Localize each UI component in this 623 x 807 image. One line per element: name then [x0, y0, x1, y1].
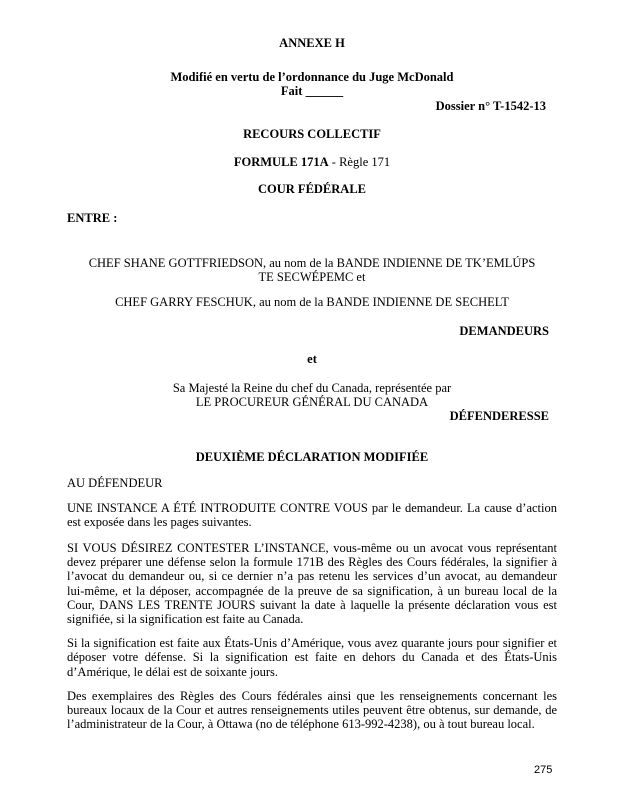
between-label: ENTRE :: [67, 211, 118, 226]
form-number: FORMULE 171A: [233, 155, 329, 170]
proceeding-type-heading: RECOURS COLLECTIF: [243, 126, 381, 141]
form-heading: [67, 155, 557, 169]
plaintiff-2-name: CHEF GARRY FESCHUK, au nom de la BANDE INDIENNE DE SECHELT: [115, 295, 509, 310]
notice-paragraph-3: Si la signification est faite aux États-Unis d’Amérique, vous avez quarante jours pour signifier et déposer votre défense. Si la signification est faite en dehors du Canada et des États-Unis d’Amérique, le délai est de soixante jours.: [67, 636, 557, 679]
notice-paragraph-4: Des exemplaires des Règles des Cours fédérales ainsi que les renseignements concernant les bureaux locaux de la Cour et autres renseignements utiles peuvent être obtenus, sur demande, de l’administrateur de la Cour, à Ottawa (no de téléphone 613-992-4238), ou à tout bureau local.: [67, 688, 557, 732]
docket-number: Dossier n° T-1542-13: [435, 98, 546, 113]
amendment-order-line: Modifié en vertu de l’ordonnance du Juge McDonald: [170, 70, 454, 85]
amendment-date-line: Fait ______: [280, 84, 344, 99]
annex-heading: ANNEXE H: [279, 36, 345, 50]
document-title: DEUXIÈME DÉCLARATION MODIFIÉE: [195, 450, 429, 465]
page-number: 275: [534, 764, 553, 776]
document-content: [67, 0, 557, 732]
plaintiff-1-name: [67, 256, 557, 284]
plaintiff-1-line-1: CHEF SHANE GOTTFRIEDSON, au nom de la BANDE INDIENNE DE TK’EMLÚPS: [88, 255, 536, 270]
defendant-name: [67, 381, 557, 409]
court-name-heading: COUR FÉDÉRALE: [258, 182, 366, 197]
plaintiffs-role-label: DEMANDEURS: [459, 324, 549, 339]
notice-paragraph-1: UNE INSTANCE A ÉTÉ INTRODUITE CONTRE VOUS par le demandeur. La cause d’action est exposée dans les pages suivantes.: [67, 500, 557, 529]
defendant-line-1: Sa Majesté la Reine du chef du Canada, représentée par: [172, 380, 452, 395]
form-rule: - Règle 171: [328, 155, 391, 170]
notice-paragraph-2: SI VOUS DÉSIREZ CONTESTER L’INSTANCE, vous-même ou un avocat vous représentant devez préparer une défense selon la formule 171B des Règles des Cours fédérales, la signifier à l’avocat du demandeur ou, si ce dernier n’a pas retenu les services d’un avocat, au demandeur lui-même, et la déposer, accompagnée de la preuve de sa signification, à un bureau local de la Cour, DANS LES TRENTE JOURS suivant la date à laquelle la présente déclaration vous est signifiée, si la signification est faite au Canada.: [67, 541, 557, 627]
plaintiff-1-line-2: TE SECWÉPEMC et: [258, 269, 366, 284]
defendant-role-label: DÉFENDERESSE: [449, 409, 549, 424]
parties-separator: et: [307, 352, 317, 367]
defendant-line-2: LE PROCUREUR GÉNÉRAL DU CANADA: [195, 394, 429, 409]
addressee-label: AU DÉFENDEUR: [67, 476, 163, 491]
amendment-caption: [67, 70, 557, 113]
